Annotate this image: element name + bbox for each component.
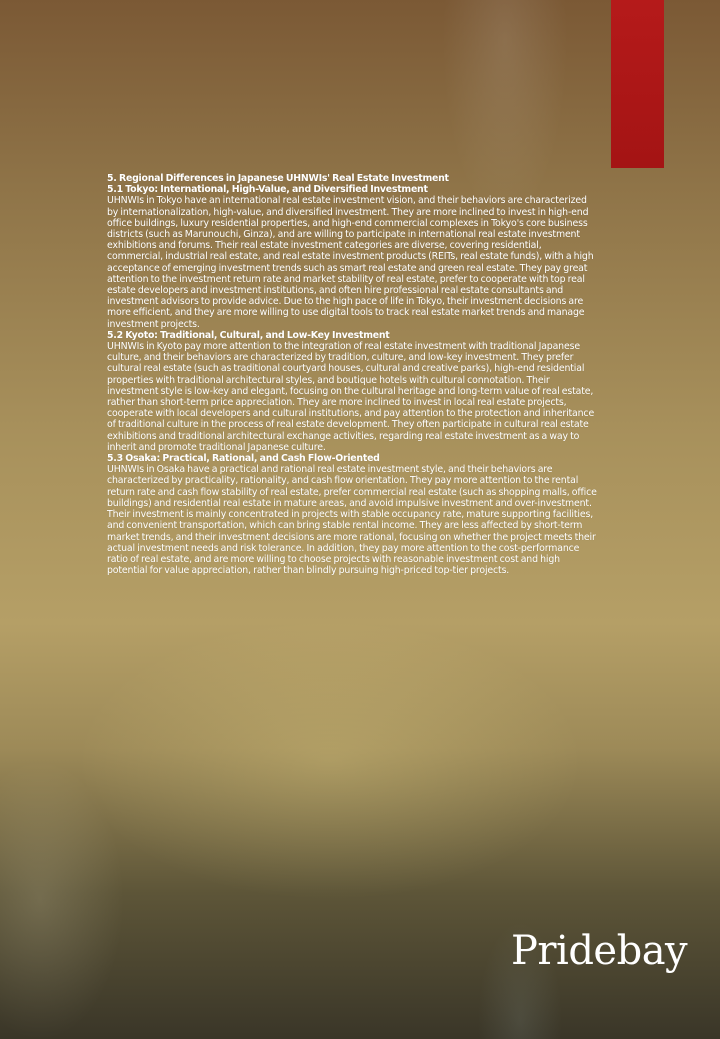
subsection-heading-kyoto: 5.2 Kyoto: Traditional, Cultural, and Low-Key Investment <box>107 329 390 341</box>
subsection-heading-tokyo: 5.1 Tokyo: International, High-Value, and Diversified Investment <box>107 184 428 196</box>
brand-logo: Pridebay <box>511 928 688 974</box>
subsection-heading-osaka: 5.3 Osaka: Practical, Rational, and Cash Flow-Oriented <box>107 453 380 465</box>
subsection-body-kyoto: UHNWIs in Kyoto pay more attention to the integration of real estate investment with traditional Japanese culture, and their behaviors are characterized by tradition, culture, and low-key investment. They prefer cultural real estate (such as traditional courtyard houses, cultural and creative parks), high-end residential properties with traditional architectural styles, and boutique hotels with cultural connotation. Their investment style is low-key and elegant, focusing on the cultural heritage and long-term value of real estate, rather than short-term price appreciation. They are more inclined to invest in local real estate projects, cooperate with local developers and cultural institutions, and pay attention to the protection and inheritance of traditional culture in the process of real estate development. They often participate in cultural real estate exhibitions and traditional architectural exchange activities, regarding real estate investment as a way to inherit and promote traditional Japanese culture. <box>107 341 595 453</box>
document-body <box>107 173 597 576</box>
section-title: 5. Regional Differences in Japanese UHNWIs' Real Estate Investment <box>107 173 449 184</box>
red-bookmark-tab <box>611 0 664 168</box>
subsection-body-tokyo: UHNWIs in Tokyo have an international real estate investment vision, and their behaviors are characterized by internationalization, high-value, and diversified investment. They are more inclined to invest in high-end office buildings, luxury residential properties, and high-end commercial complexes in Tokyo's core business districts (such as Marunouchi, Ginza), and are willing to participate in international real estate investment exhibitions and forums. Their real estate investment categories are diverse, covering residential, commercial, industrial real estate, and real estate investment products (REITs, real estate funds), with a high acceptance of emerging investment trends such as smart real estate and green real estate. They pay great attention to the investment return rate and market stability of real estate, prefer to cooperate with top real estate developers and investment institutions, and often hire professional real estate consultants and investment advisors to provide advice. Due to the high pace of life in Tokyo, their investment decisions are more efficient, and they are more willing to use digital tools to track real estate market trends and manage investment projects. <box>107 195 594 330</box>
subsection-body-osaka: UHNWIs in Osaka have a practical and rational real estate investment style, and their behaviors are characterized by practicality, rationality, and cash flow orientation. They pay more attention to the rental return rate and cash flow stability of real estate, prefer commercial real estate (such as shopping malls, office buildings) and residential real estate in mature areas, and avoid impulsive investment and over-investment. Their investment is mainly concentrated in projects with stable occupancy rate, mature supporting facilities, and convenient transportation, which can bring stable rental income. They are less affected by short-term market trends, and their investment decisions are more rational, focusing on whether the project meets their actual investment needs and risk tolerance. In addition, they pay more attention to the cost-performance ratio of real estate, and are more willing to choose projects with reasonable investment cost and high potential for value appreciation, rather than blindly pursuing high-priced top-tier projects. <box>107 464 597 577</box>
